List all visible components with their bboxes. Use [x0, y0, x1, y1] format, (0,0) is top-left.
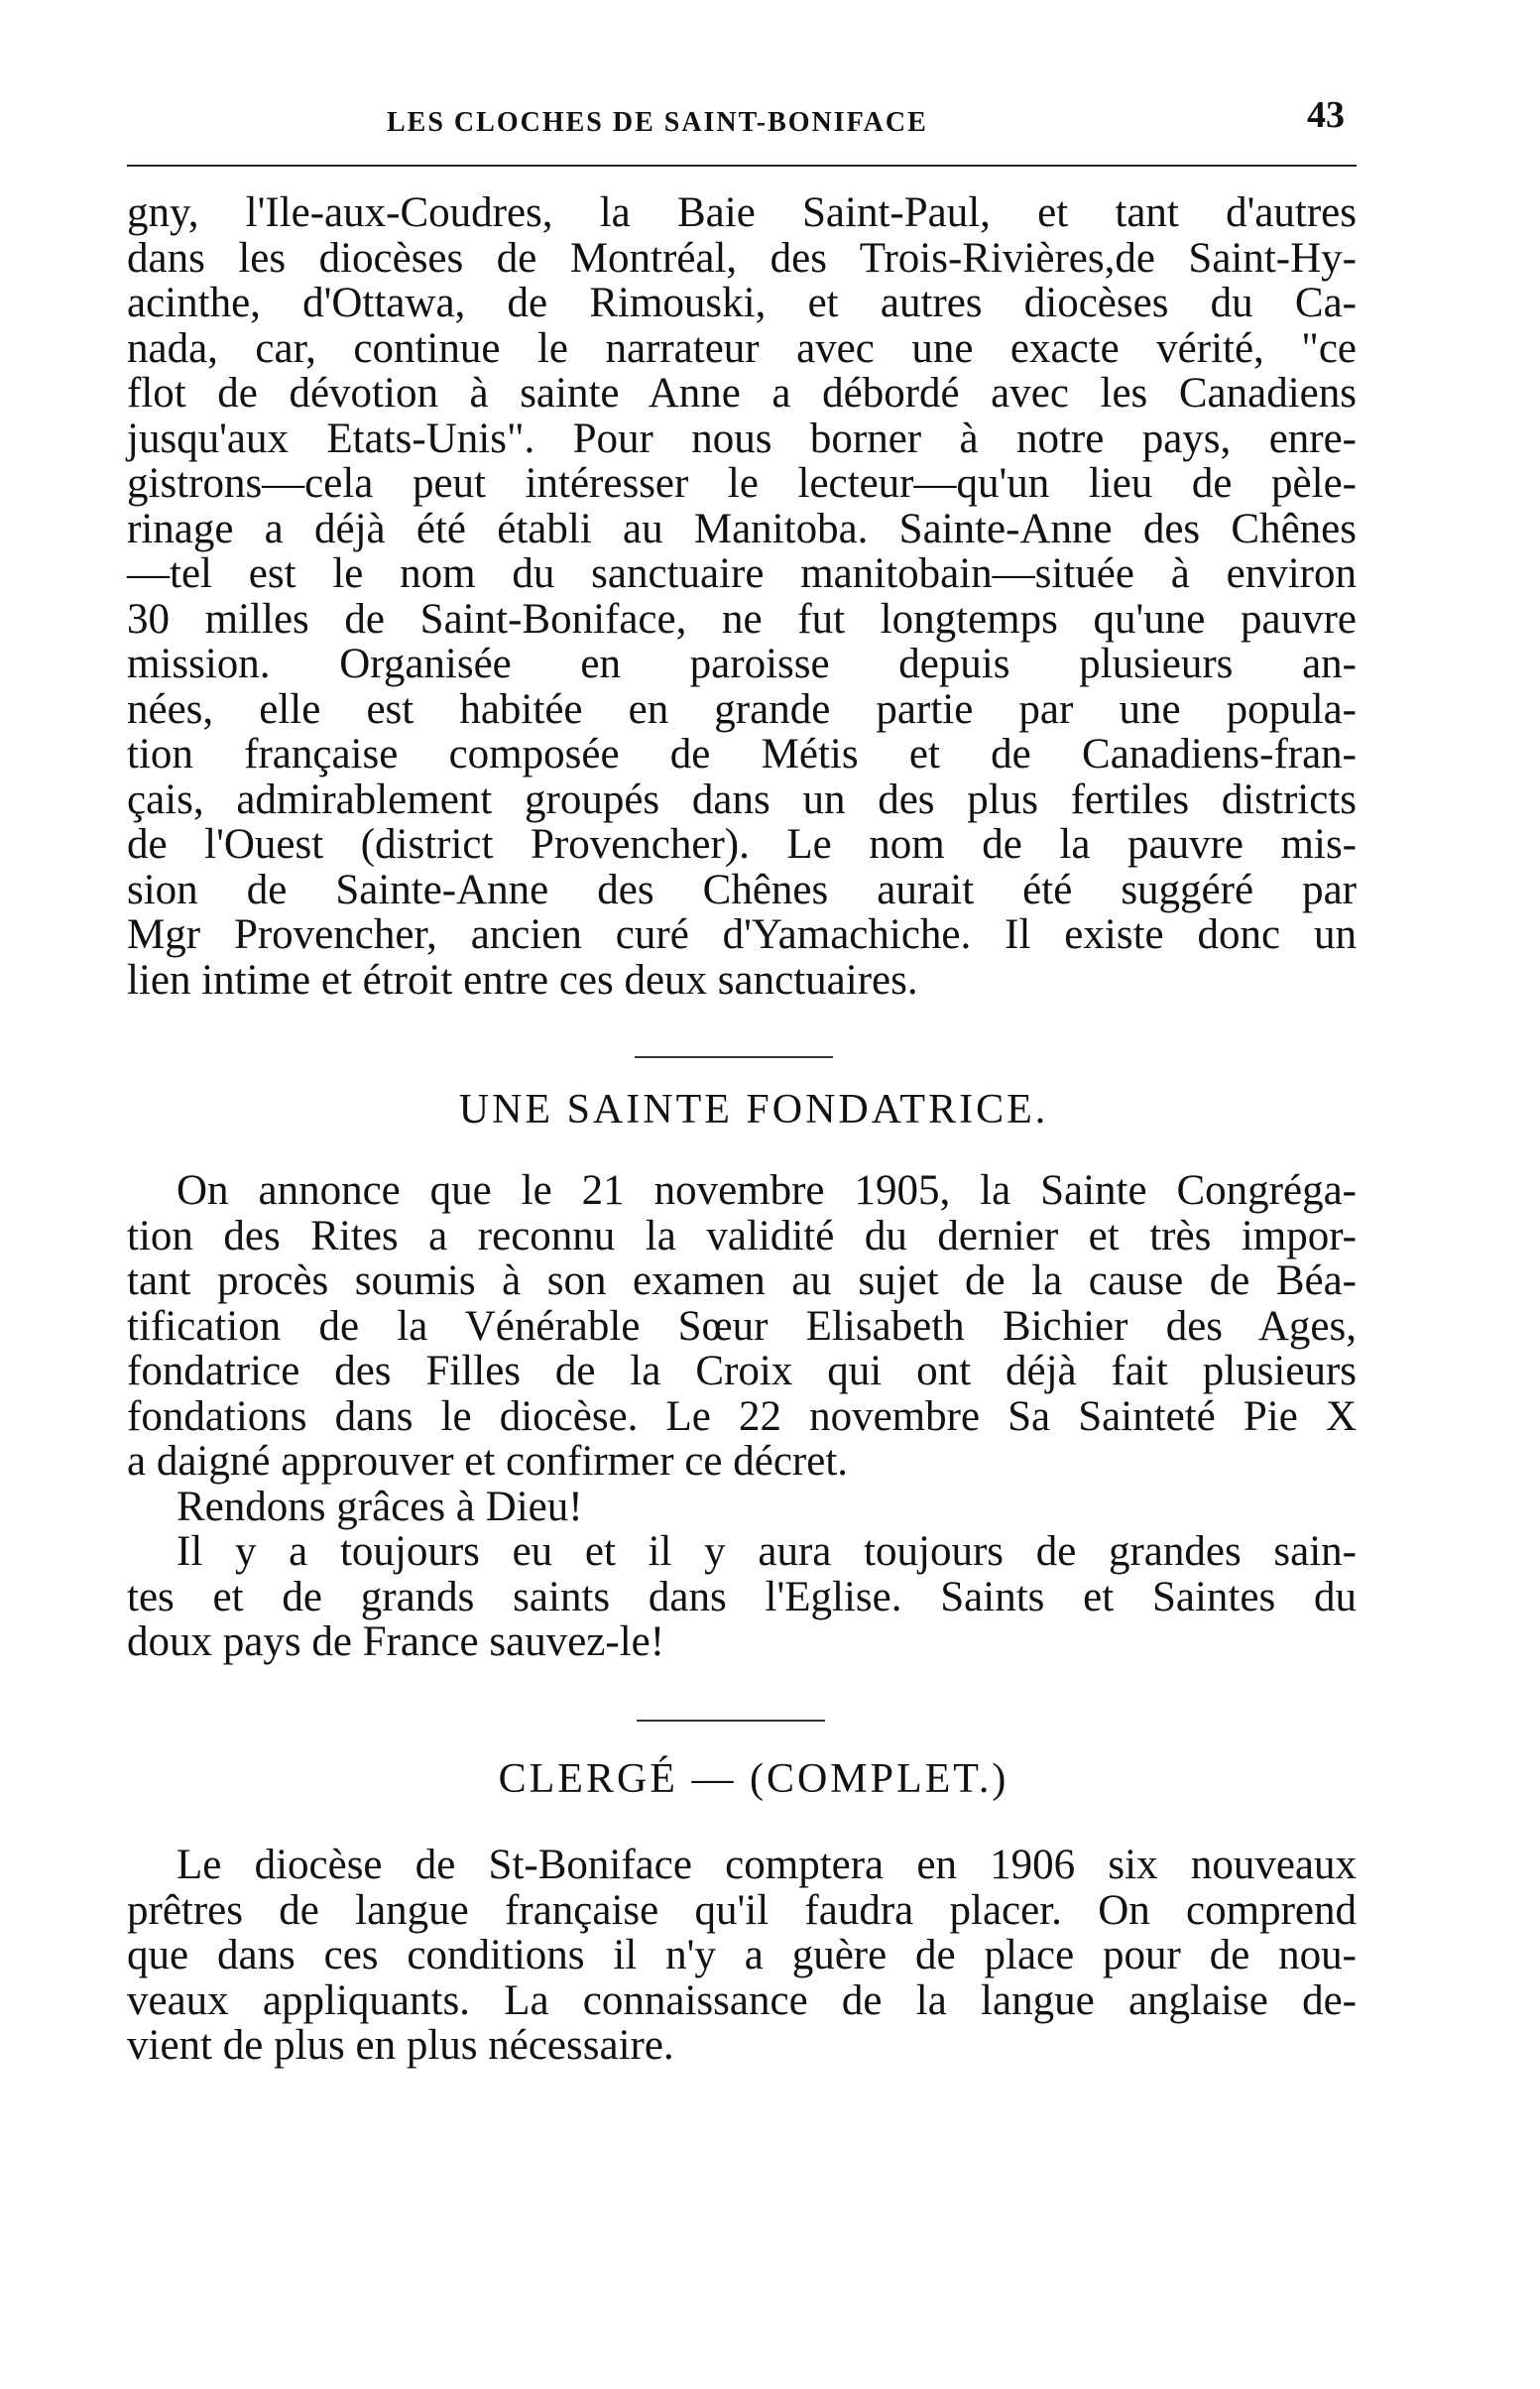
text-line: fondations dans le diocèse. Le 22 novembre Sa Sainteté Pie X: [127, 1392, 1357, 1440]
text-line: sion de Sainte-Anne des Chênes aurait été suggéré par: [127, 866, 1357, 913]
text-line: On annonce que le 21 novembre 1905, la Sainte Congréga-: [177, 1167, 1357, 1214]
text-line: dans les diocèses de Montréal, des Trois-Rivières,de Saint-Hy-: [127, 234, 1357, 282]
text-line: tant procès soumis à son examen au sujet de la cause de Béa-: [127, 1257, 1357, 1304]
section-title: UNE SAINTE FONDATRICE.: [458, 1087, 1049, 1133]
text-line: çais, admirablement groupés dans un des plus fertiles districts: [127, 776, 1357, 823]
text-line: flot de dévotion à sainte Anne a débordé avec les Canadiens: [127, 370, 1357, 417]
text-line: jusqu'aux Etats-Unis". Pour nous borner à notre pays, enre-: [127, 415, 1357, 462]
text-line: gny, l'Ile-aux-Coudres, la Baie Saint-Paul, et tant d'autres: [127, 189, 1357, 236]
text-line: veaux appliquants. La connaissance de la langue anglaise de-: [127, 1976, 1357, 2024]
header-rule: [127, 165, 1357, 167]
text-line: gistrons—cela peut intéresser le lecteur—qu'un lieu de pèle-: [127, 460, 1357, 507]
text-line: a daigné approuver et confirmer ce décret.: [127, 1438, 849, 1485]
running-head: LES CLOCHES DE SAINT-BONIFACE: [387, 107, 928, 138]
text-line: acinthe, d'Ottawa, de Rimouski, et autres diocèses du Ca-: [127, 280, 1357, 326]
text-line: Le diocèse de St-Boniface comptera en 1906 six nouveaux: [177, 1842, 1357, 1888]
text-line: que dans ces conditions il n'y a guère de place pour de nou-: [127, 1932, 1357, 1978]
text-line: tion française composée de Métis et de Canadiens-fran-: [127, 731, 1357, 777]
text-line: Rendons grâces à Dieu!: [177, 1483, 583, 1530]
text-line: tification de la Vénérable Sœur Elisabeth Bichier des Ages,: [127, 1302, 1357, 1350]
text-line: prêtres de langue française qu'il faudra placer. On comprend: [127, 1886, 1357, 1934]
text-line: mission. Organisée en paroisse depuis plusieurs an-: [127, 641, 1357, 687]
section-separator: [635, 1056, 833, 1058]
text-line: vient de plus en plus nécessaire.: [127, 2022, 674, 2069]
text-line: Il y a toujours eu et il y aura toujours de grandes sain-: [177, 1528, 1357, 1575]
section-title: CLERGÉ — (COMPLET.): [498, 1756, 1009, 1802]
text-line: tes et de grands saints dans l'Eglise. Saints et Saintes du: [127, 1573, 1357, 1620]
section-separator: [637, 1720, 825, 1722]
text-line: rinage a déjà été établi au Manitoba. Sainte-Anne des Chênes: [127, 505, 1357, 552]
text-line: Mgr Provencher, ancien curé d'Yamachiche. Il existe donc un: [127, 911, 1357, 958]
text-line: nada, car, continue le narrateur avec une exacte vérité, "ce: [127, 324, 1357, 372]
text-line: de l'Ouest (district Provencher). Le nom de la pauvre mis-: [127, 821, 1357, 868]
text-line: nées, elle est habitée en grande partie par une popula-: [127, 685, 1357, 733]
text-line: fondatrice des Filles de la Croix qui ont déjà fait plusieurs: [127, 1348, 1357, 1394]
text-line: —tel est le nom du sanctuaire manitobain—située à environ: [127, 550, 1357, 597]
page-number: 43: [1307, 94, 1345, 136]
text-line: tion des Rites a reconnu la validité du dernier et très impor-: [127, 1212, 1357, 1259]
body-text-section-1: [127, 190, 1357, 1003]
body-text-section-2: [127, 1168, 1357, 1665]
text-line: 30 milles de Saint-Boniface, ne fut longtemps qu'une pauvre: [127, 595, 1357, 643]
body-text-section-3: [127, 1843, 1357, 2069]
text-line: lien intime et étroit entre ces deux sanctuaires.: [127, 956, 918, 1004]
text-line: doux pays de France sauvez-le!: [127, 1618, 665, 1665]
